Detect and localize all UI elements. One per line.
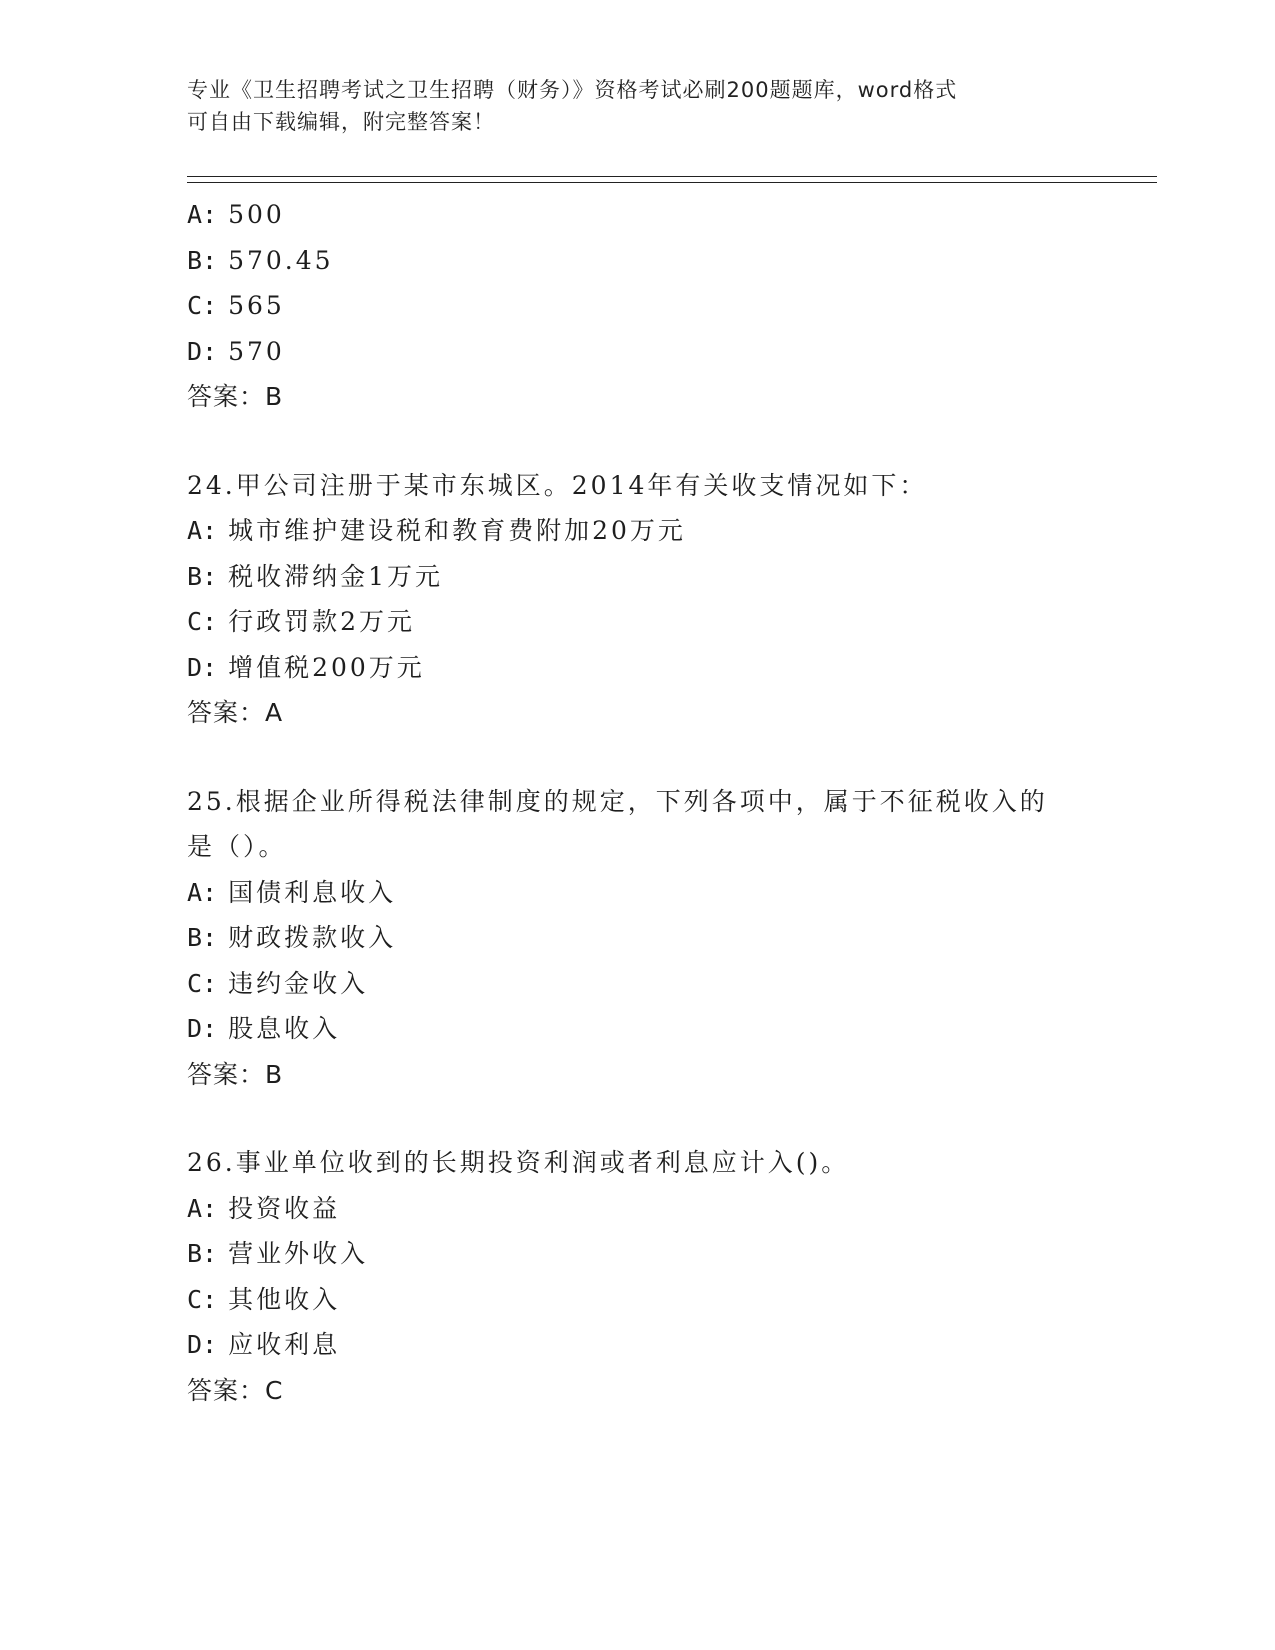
document-header: [187, 74, 1067, 138]
answer: 答案：A: [187, 698, 284, 727]
option-a: A: 500: [187, 200, 285, 229]
answer: 答案：B: [187, 382, 284, 411]
spacer: [187, 736, 1087, 779]
option-a: A: 国债利息收入: [187, 877, 397, 907]
question-text-line-1: 25.根据企业所得税法律制度的规定，下列各项中，属于不征税收入的: [187, 786, 1048, 816]
option-a: A: 城市维护建设税和教育费附加20万元: [187, 516, 686, 545]
question-26: [187, 1140, 1087, 1413]
option-b: B: 570.45: [187, 245, 334, 275]
header-divider-bottom: [187, 182, 1157, 183]
spacer: [187, 1097, 1087, 1140]
header-line-2: 可自由下载编辑，附完整答案！: [187, 110, 495, 134]
header-line-1: 专业《卫生招聘考试之卫生招聘（财务）》资格考试必刷200题题库，word格式: [187, 78, 958, 102]
option-d: D: 增值税200万元: [187, 652, 425, 682]
question-text: 24.甲公司注册于某市东城区。2014年有关收支情况如下：: [187, 470, 928, 500]
answer: 答案：C: [187, 1375, 284, 1405]
option-c: C: 违约金收入: [187, 968, 369, 998]
question-text-line-2: 是（）。: [187, 832, 287, 861]
option-a: A: 投资收益: [187, 1193, 341, 1223]
option-c: C: 565: [187, 291, 285, 320]
option-c: C: 其他收入: [187, 1284, 341, 1314]
option-b: B: 税收滞纳金1万元: [187, 561, 443, 591]
option-d: D: 应收利息: [187, 1330, 341, 1359]
question-23: [187, 192, 1087, 420]
spacer: [187, 420, 1087, 463]
question-24: [187, 463, 1087, 736]
option-d: D: 股息收入: [187, 1014, 341, 1043]
question-25: [187, 779, 1087, 1098]
header-divider-top: [187, 176, 1157, 177]
answer: 答案：B: [187, 1059, 284, 1089]
option-b: B: 营业外收入: [187, 1239, 369, 1268]
option-d: D: 570: [187, 336, 285, 366]
question-text: 26.事业单位收到的长期投资利润或者利息应计入()。: [187, 1148, 850, 1177]
option-b: B: 财政拨款收入: [187, 923, 397, 952]
question-list: [187, 192, 1087, 1413]
option-c: C: 行政罚款2万元: [187, 607, 415, 636]
